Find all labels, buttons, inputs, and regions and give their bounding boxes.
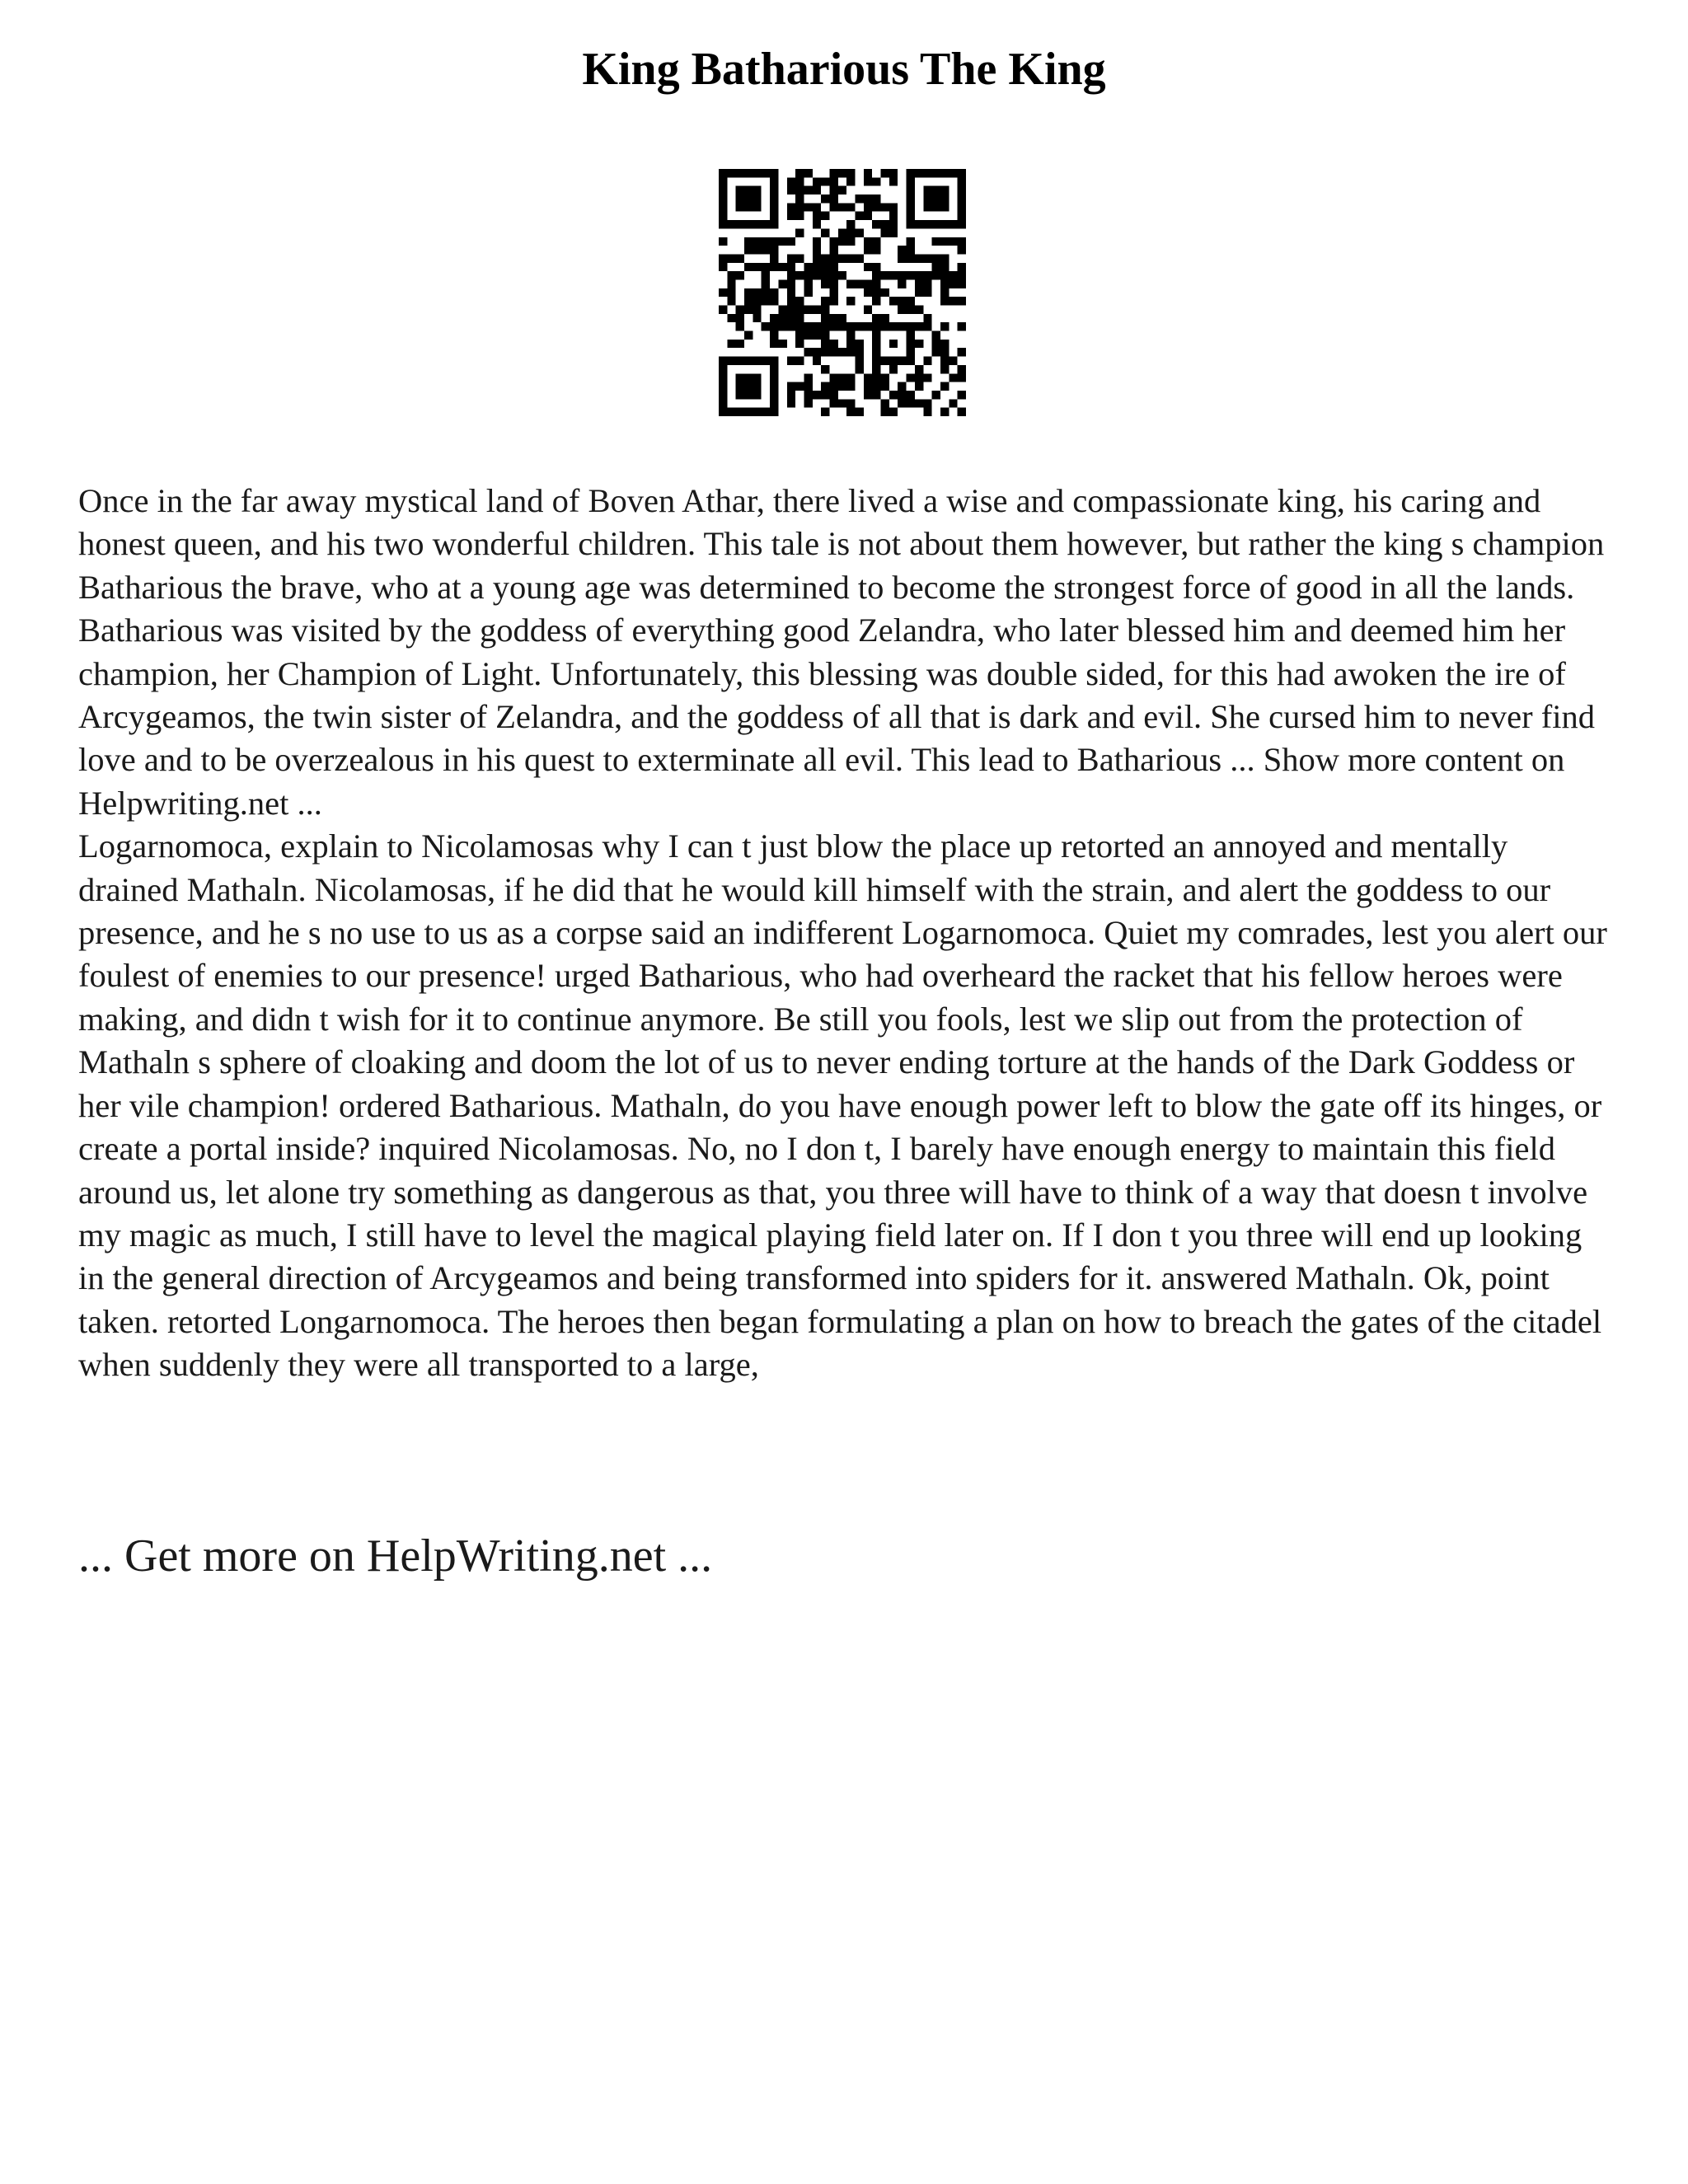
get-more-link[interactable]: ... Get more on HelpWriting.net ...	[78, 1530, 713, 1582]
page-title: King Batharious The King	[582, 44, 1106, 95]
article-body	[78, 480, 1611, 1387]
paragraph: Logarnomoca, explain to Nicolamosas why I can t just blow the place up retorted an annoyed and mentally drained Mathaln. Nicolamosas, if he did that he would kill himself with the strain, and alert the goddess to our presence, and he s no use to us as a corpse said an indifferent Logarnomoca. Quiet my comrades, lest you alert our foulest of enemies to our presence! urged Batharious, who had overheard the racket that his fellow heroes were making, and didn t wish for it to continue anymore. Be still you fools, lest we slip out from the protection of Mathaln s sphere of cloaking and doom the lot of us to never ending torture at the hands of the Dark Goddess or her vile champion! ordered Batharious. Mathaln, do you have enough power left to blow the gate off its hinges, or create a portal inside? inquired Nicolamosas. No, no I don t, I barely have enough energy to maintain this field around us, let alone try something as dangerous as that, you three will have to think of a way that doesn t involve my magic as much, I still have to level the magical playing field later on. If I don t you three will end up looking in the general direction of Arcygeamos and being transformed into spiders for it. answered Mathaln. Ok, point taken. retorted Longarnomoca. The heroes then began formulating a plan on how to breach the gates of the citadel when suddenly they were all transported to a large,	[78, 827, 1607, 1384]
paragraph: Once in the far away mystical land of Boven Athar, there lived a wise and compassionate king, his caring and honest queen, and his two wonderful children. This tale is not about them however, but rather the king s champion Batharious the brave, who at a young age was determined to become the strongest force of good in all the lands. Batharious was visited by the goddess of everything good Zelandra, who later blessed him and deemed him her champion, her Champion of Light. Unfortunately, this blessing was double sided, for this had awoken the ire of Arcygeamos, the twin sister of Zelandra, and the goddess of all that is dark and evil. She cursed him to never find love and to be overzealous in his quest to exterminate all evil. This lead to Batharious ... Show more content on Helpwriting.net ...	[78, 482, 1605, 822]
qr-code-icon	[719, 169, 966, 416]
